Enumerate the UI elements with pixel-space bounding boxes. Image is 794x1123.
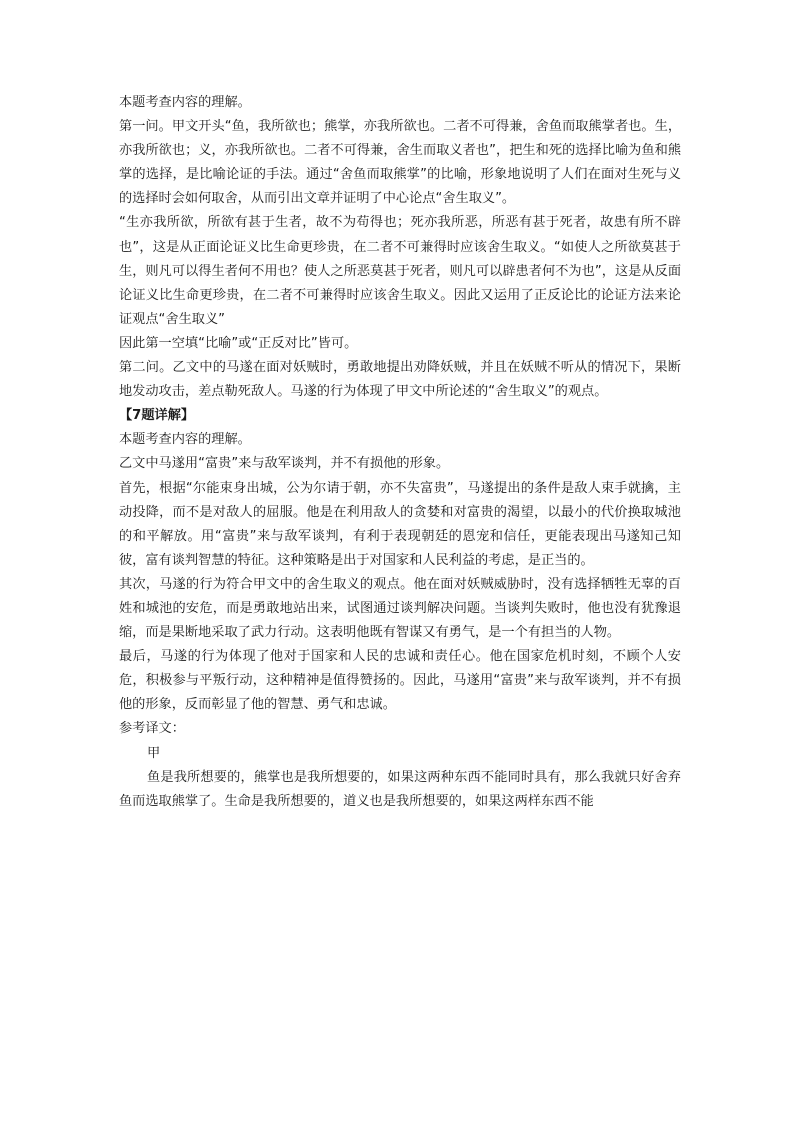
section-heading-question-7: 【7题详解】 — [119, 408, 195, 424]
paragraph-contrast-argument: “生亦我所欲，所欲有甚于生者，故不为苟得也；死亦我所恶，所恶有甚于死者，故患有所不辟也”，这是从正面论证义比生命更珍贵，在二者不可兼得时应该舍生取义。“如使人之所欲莫甚于生，则凡可以得生者何不用也？使人之所恶莫甚于死者，则凡可以辟患者何不为也”，这是从反面论证义比生命更珍贵，在二者不可兼得时应该舍生取义。因此又运用了正反论比的论证方法来论证观点“舍生取义” — [119, 215, 681, 327]
paragraph-question-1-analysis: 第一问。甲文开头“鱼，我所欲也；熊掌，亦我所欲也。二者不可得兼，舍鱼而取熊掌者也。生，亦我所欲也；义，亦我所欲也。二者不可得兼，舍生而取义者也”，把生和死的选择比喻为鱼和熊掌的选择，是比喻论证的手法。通过“舍鱼而取熊掌”的比喻，形象地说明了人们在面对生死与义的选择时会如何取舍，从而引出文章并证明了中心论点“舍生取义”。 — [119, 119, 681, 207]
paragraph-first-blank-answer: 因此第一空填“比喻”或“正反对比”皆可。 — [119, 335, 358, 351]
paragraph-q7-thesis: 乙文中马遂用“富贵”来与敌军谈判，并不有损他的形象。 — [119, 456, 450, 472]
paragraph-q7-intro: 本题考查内容的理解。 — [119, 432, 251, 448]
paragraph-question-2-analysis: 第二问。乙文中的马遂在面对妖贼时，勇敢地提出劝降妖贼，并且在妖贼不听从的情况下，果断地发动攻击，差点勒死敌人。马遂的行为体现了甲文中所论述的“舍生取义”的观点。 — [119, 360, 681, 400]
paragraph-translation-text: 鱼是我所想要的，熊掌也是我所想要的，如果这两种东西不能同时具有，那么我就只好舍弃鱼而选取熊掌了。生命是我所想要的，道义也是我所想要的，如果这两样东西不能 — [119, 769, 681, 809]
paragraph-intro: 本题考查内容的理解。 — [119, 95, 251, 110]
paragraph-q7-second-point: 其次，马遂的行为符合甲文中的舍生取义的观点。他在面对妖贼威胁时，没有选择牺牲无辜的百姓和城池的安危，而是勇敢地站出来，试图通过谈判解决问题。当谈判失败时，他也没有犹豫退缩，而是果断地采取了武力行动。这表明他既有智谋又有勇气，是一个有担当的人物。 — [119, 576, 681, 641]
paragraph-q7-first-point: 首先，根据“尔能束身出城，公为尔请于朝，亦不失富贵”，马遂提出的条件是敌人束手就擒，主动投降，而不是对敌人的屈服。他是在利用敌人的贪婪和对富贵的渴望，以最小的代价换取城池的和平解放。用“富贵”来与敌军谈判，有利于表现朝廷的恩宠和信任，更能表现出马遂知己知彼，富有谈判智慧的特征。这种策略是出于对国家和人民利益的考虑，是正当的。 — [119, 480, 681, 568]
paragraph-translation-label: 参考译文： — [119, 721, 185, 737]
document-body — [119, 91, 681, 814]
paragraph-translation-part-jia: 甲 — [147, 745, 161, 761]
paragraph-q7-final-point: 最后，马遂的行为体现了他对于国家和人民的忠诚和责任心。他在国家危机时刻，不顾个人安危，积极参与平叛行动，这种精神是值得赞扬的。因此，马遂用“富贵”来与敌军谈判，并不有损他的形象，反而彰显了他的智慧、勇气和忠诚。 — [119, 649, 681, 713]
